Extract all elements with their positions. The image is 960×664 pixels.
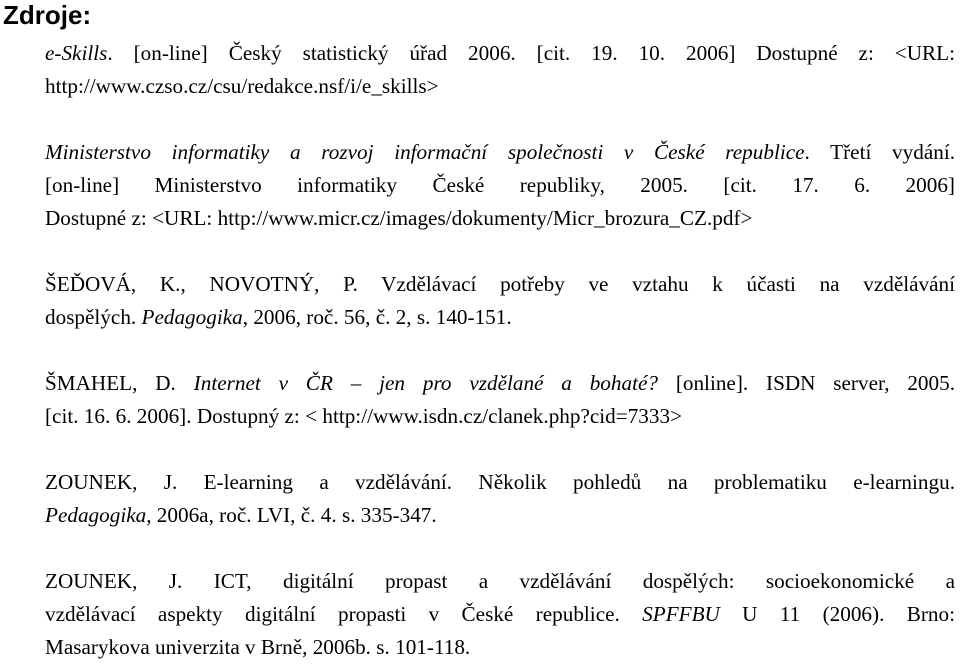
reference-line: Masarykova univerzita v Brně, 2006b. s. 101-118. (45, 635, 471, 659)
reference-title: Ministerstvo informatiky a rozvoj informační společnosti v České republice (45, 140, 805, 164)
reference-entry (45, 37, 955, 103)
section-heading: Zdroje: (3, 0, 92, 30)
reference-line: ZOUNEK, J. E-learning a vzdělávání. Několik pohledů na problematiku e-learningu. (45, 470, 955, 494)
reference-entry (45, 268, 955, 334)
reference-entry (45, 565, 955, 664)
reference-line: vzdělávací aspekty digitální propasti v České republice. SPFFBU U 11 (2006). Brno: (45, 602, 955, 626)
reference-line: Ministerstvo informatiky a rozvoj informační společnosti v České republice. Třetí vydání. (45, 140, 956, 164)
reference-line (45, 70, 955, 103)
reference-line: ŠMAHEL, D. Internet v ČR – jen pro vzdělané a bohaté? [online]. ISDN server, 2005. (45, 371, 955, 395)
reference-line: Pedagogika, 2006a, roč. LVI, č. 4. s. 335-347. (45, 503, 437, 527)
reference-title: e-Skills (45, 41, 108, 65)
reference-line: [on-line] Ministerstvo informatiky České republiky, 2005. [cit. 17. 6. 2006] (45, 173, 955, 197)
reference-line: Dostupné z: <URL: http://www.micr.cz/images/dokumenty/Micr_brozura_CZ.pdf> (45, 206, 753, 230)
reference-line: ŠEĎOVÁ, K., NOVOTNÝ, P. Vzdělávací potřeby ve vztahu k účasti na vzdělávání (45, 272, 955, 296)
reference-entry (45, 466, 955, 532)
reference-url: http://www.czso.cz/csu/redakce.nsf/i/e_skills> (45, 74, 439, 98)
journal-title: SPFFBU (642, 602, 720, 626)
journal-title: Pedagogika (45, 503, 147, 527)
reference-line: [cit. 16. 6. 2006]. Dostupný z: < http://www.isdn.cz/clanek.php?cid=7333> (45, 404, 683, 428)
reference-title: Internet v ČR – jen pro vzdělané a bohaté? (193, 371, 658, 395)
reference-line: ZOUNEK, J. ICT, digitální propast a vzdělávání dospělých: socioekonomické a (45, 569, 955, 593)
journal-title: Pedagogika (141, 305, 243, 329)
reference-list (45, 37, 955, 664)
reference-entry (45, 136, 955, 235)
reference-line: e-Skills. [on-line] Český statistický úřad 2006. [cit. 19. 10. 2006] Dostupné z: <URL: (45, 41, 955, 65)
reference-line: dospělých. Pedagogika, 2006, roč. 56, č. 2, s. 140-151. (45, 305, 512, 329)
reference-entry (45, 367, 955, 433)
